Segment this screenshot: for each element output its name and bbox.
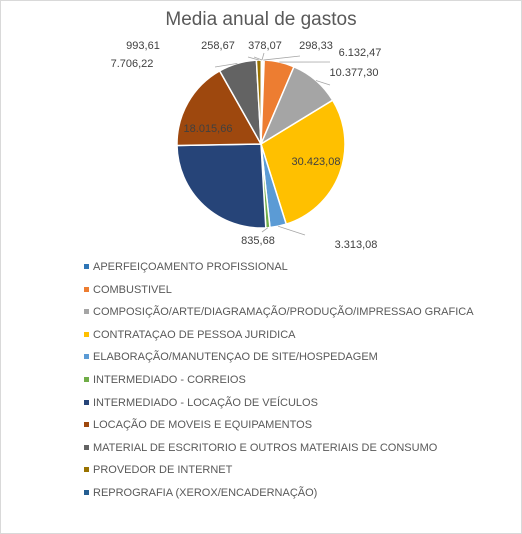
legend-label: COMBUSTIVEL — [93, 283, 172, 296]
legend-label: MATERIAL DE ESCRITORIO E OUTROS MATERIAIS DE CONSUMO — [93, 441, 438, 454]
data-label: 18.015,66 — [183, 123, 233, 135]
leader-line — [263, 56, 300, 60]
legend-swatch — [84, 400, 89, 405]
legend-label: CONTRATAÇAO DE PESSOA JURIDICA — [93, 328, 296, 341]
legend-label: APERFEIÇOAMENTO PROFISSIONAL — [93, 261, 288, 273]
data-label: 7.706,22 — [110, 58, 154, 70]
legend-swatch — [84, 309, 89, 314]
legend-label: COMPOSIÇÃO/ARTE/DIAGRAMAÇÃO/PRODUÇÃO/IMPRESSAO GRAFICA — [93, 306, 474, 319]
legend-swatch — [84, 354, 89, 359]
legend-swatch — [84, 377, 89, 382]
legend-swatch — [84, 467, 89, 472]
legend-label: INTERMEDIADO - LOCAÇÃO DE VEÍCULOS — [93, 396, 318, 409]
pie-slice — [177, 144, 266, 228]
data-label: 258,67 — [201, 40, 235, 52]
data-label: 378,07 — [248, 40, 282, 52]
data-label: 30.423,08 — [291, 156, 341, 168]
legend-label: REPROGRAFIA (XEROX/ENCADERNAÇÃO) — [93, 487, 318, 499]
legend-label: INTERMEDIADO - CORREIOS — [93, 374, 246, 386]
data-label: 3.313,08 — [334, 239, 378, 251]
legend-swatch — [84, 332, 89, 337]
data-label: 993,61 — [126, 40, 160, 52]
data-label: 10.377,30 — [329, 67, 379, 79]
legend-label: PROVEDOR DE INTERNET — [93, 464, 233, 477]
legend-label: LOCAÇÃO DE MOVEIS E EQUIPAMENTOS — [93, 419, 313, 432]
chart-title: Media anual de gastos — [165, 9, 357, 30]
legend-swatch — [84, 490, 89, 495]
legend-swatch — [84, 287, 89, 292]
legend-swatch — [84, 445, 89, 450]
legend-label: ELABORAÇÃO/MANUTENÇAO DE SITE/HOSPEDAGEM — [93, 351, 378, 364]
leader-line — [262, 53, 264, 60]
legend-swatch — [84, 264, 89, 269]
leader-line — [278, 226, 305, 235]
data-label: 298,33 — [299, 40, 333, 52]
data-label: 6.132,47 — [338, 47, 382, 59]
data-label: 835,68 — [241, 235, 275, 247]
legend-swatch — [84, 422, 89, 427]
